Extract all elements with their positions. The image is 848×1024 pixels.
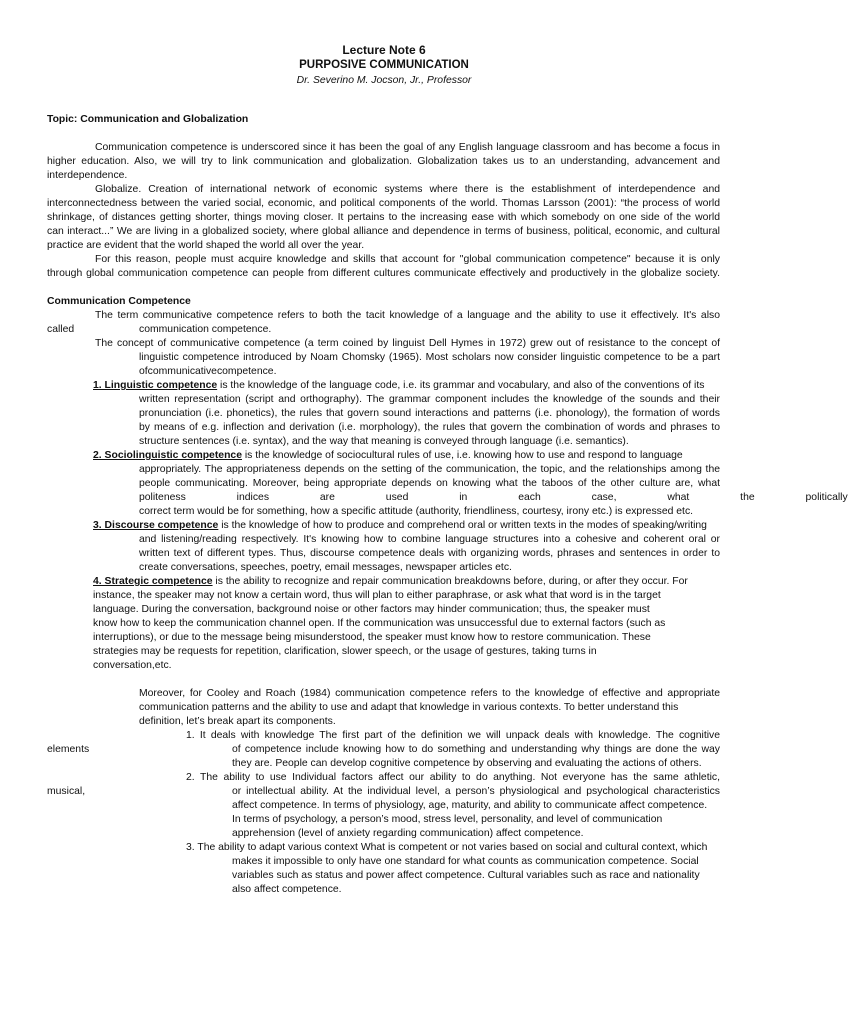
paragraph-line: called (47, 324, 75, 335)
paragraph-line: of competence include knowing how to do something and understanding why things are done the way (232, 744, 720, 755)
item-text: is the knowledge of sociocultural rules of use, i.e. knowing how to use and respond to language (241, 450, 683, 461)
paragraph-line: written representation (script and orthography). The grammar component includes the knowledge of the sounds and their (139, 394, 720, 405)
item-label: 3. Discourse competence (93, 520, 219, 531)
paragraph-line: know how to keep the communication channel open. If the communication was unsuccessful due to external factors (such as (93, 618, 666, 629)
paragraph-line: by means of e.g. inflection and derivation (i.e. morphology), the rules that govern the combination of words and phrases to (139, 422, 720, 433)
list-item-linguistic (93, 379, 704, 393)
paragraph-line: Moreover, for Cooley and Roach (1984) communication competence refers to the knowledge of effective and appropriate (139, 688, 720, 699)
section-heading: Communication Competence (47, 296, 191, 307)
paragraph-line: variables such as status and power affect competence. Cultural variables such as race and nationality (232, 870, 700, 881)
paragraph-line: people communicating. Moreover, being appropriate depends on knowing what the taboos of the other culture are, what (139, 478, 720, 489)
course-title: PURPOSIVE COMMUNICATION (299, 59, 469, 71)
lecture-title: Lecture Note 6 (342, 43, 426, 57)
item-text: is the knowledge of how to produce and comprehend oral or written texts in the modes of speaking/writing (218, 520, 707, 531)
paragraph-line: communication patterns and the ability to use and adapt that knowledge in various contexts. To better understand this (139, 702, 679, 713)
paragraph-line: Globalize. Creation of international network of economic systems where there is the establishment of interdependence and (95, 184, 720, 195)
paragraph-line: affect competence. In terms of physiology, age, maturity, and ability to communicate affect competence. (232, 800, 708, 811)
paragraph-line: apprehension (level of anxiety regarding communication) affect competence. (232, 828, 584, 839)
paragraph-line: higher education. Also, we will try to link communication and globalization. Globalization takes us to an understanding, advancement and (47, 156, 720, 167)
item-text: is the ability to recognize and repair communication breakdowns before, during, or after they occur. For (212, 576, 688, 587)
paragraph-line: communication competence. (139, 324, 272, 335)
paragraph-line: makes it impossible to only have one standard for what counts as communication competence. Social (232, 856, 699, 867)
paragraph-line: strategies may be requests for repetition, clarification, slower speech, or the usage of gestures, taking turns in (93, 646, 597, 657)
paragraph-line: create conversations, speeches, poetry, email messages, newspaper articles etc. (139, 562, 512, 573)
paragraph-line: can interact...” We are living in a globalized society, where global alliance and dependence in terms of business, political, economic, and cultural (47, 226, 720, 237)
paragraph-line: interconnectedness between the varied social, economic, and political components of the world. Thomas Larsson (2001): “the process of world (47, 198, 720, 209)
author-line: Dr. Severino M. Jocson, Jr., Professor (296, 75, 472, 86)
component-ability-to-use: 2. The ability to use Individual factors affect our ability to do anything. Not everyone has the same athletic, (186, 772, 720, 783)
paragraph-line: language. During the conversation, background noise or other factors may hinder communication; thus, the speaker must (93, 604, 650, 615)
paragraph-line: through global communication competence can people from different cultures communicate effectively and productively in the globalize society. (47, 268, 720, 279)
paragraph-line: conversation,etc. (93, 660, 172, 671)
paragraph-line: written text of different types. Thus, discourse competence deals with organizing words, phrases and sentences in order to (139, 548, 720, 559)
paragraph-line: instance, the speaker may not know a certain word, thus will plan to either paraphrase, or ask what that word is in the target (93, 590, 661, 601)
paragraph-line: politeness indices are used in each case, what the politically (139, 492, 848, 503)
list-item-strategic (93, 575, 688, 589)
paragraph-line: definition, let’s break apart its components. (139, 716, 336, 727)
paragraph-line: musical, (47, 786, 86, 797)
paragraph-line: correct term would be for something, how a specific attitude (authority, friendliness, courtesy, irony etc.) is expressed etc. (139, 506, 694, 517)
paragraph-line: structure sentences (i.e. syntax), and the way that meaning is conveyed through language (i.e. semantics). (139, 436, 629, 447)
paragraph-line: they are. People can develop cognitive competence by observing and evaluating the actions of others. (232, 758, 702, 769)
paragraph-line: For this reason, people must acquire knowledge and skills that account for "global communication competence" because it is only (95, 254, 720, 265)
component-ability-to-adapt: 3. The ability to adapt various context What is competent or not varies based on social and cultural context, which (186, 842, 708, 853)
paragraph-line: ofcommunicativecompetence. (139, 366, 277, 377)
item-label: 2. Sociolinguistic competence (93, 450, 242, 461)
topic-heading: Topic: Communication and Globalization (47, 114, 249, 125)
paragraph-line: In terms of psychology, a person’s mood, stress level, personality, and level of communication (232, 814, 663, 825)
paragraph-line: Communication competence is underscored since it has been the goal of any English language classroom and has become a focus in (95, 142, 720, 153)
item-label: 1. Linguistic competence (93, 380, 218, 391)
list-item-sociolinguistic (93, 449, 683, 463)
paragraph-line: appropriately. The appropriateness depends on the setting of the communication, the topic, and the relationships among the (139, 464, 720, 475)
paragraph-line: elements (47, 744, 90, 755)
item-label: 4. Strategic competence (93, 576, 213, 587)
paragraph-line: linguistic competence introduced by Noam Chomsky (1965). Most scholars now consider linguistic competence to be a part (139, 352, 720, 363)
paragraph-line: interruptions), or due to the message being misunderstood, the speaker must know how to restore communication. These (93, 632, 651, 643)
list-item-discourse (93, 519, 707, 533)
component-knowledge: 1. It deals with knowledge The first part of the definition we will unpack deals with knowledge. The cognitive (186, 730, 720, 741)
paragraph-line: practice are evident that the world shaped the world all over the year. (47, 240, 365, 251)
paragraph-line: or intellectual ability. At the individual level, a person’s physiological and psychological characteristics (232, 786, 720, 797)
paragraph-line: The concept of communicative competence (a term coined by linguist Dell Hymes in 1972) grew out of resistance to the concept of (95, 338, 720, 349)
paragraph-line: pronunciation (i.e. phonetics), the rules that govern sound interactions and patterns (i.e. phonology), the formation of words (139, 408, 720, 419)
paragraph-line: and listening/reading respectively. It's knowing how to combine language structures into a cohesive and coherent oral or (139, 534, 720, 545)
paragraph-line: also affect competence. (232, 884, 342, 895)
item-text: is the knowledge of the language code, i.e. its grammar and vocabulary, and also of the conventions of its (217, 380, 705, 391)
paragraph-line: interdependence. (47, 170, 128, 181)
paragraph-line: The term communicative competence refers to both the tacit knowledge of a language and the ability to use it effectively. It's also (95, 310, 720, 321)
paragraph-line: shrinkage, of distances getting shorter, things moving closer. It pertains to the increasing ease with which somebody on one side of the world (47, 212, 720, 223)
